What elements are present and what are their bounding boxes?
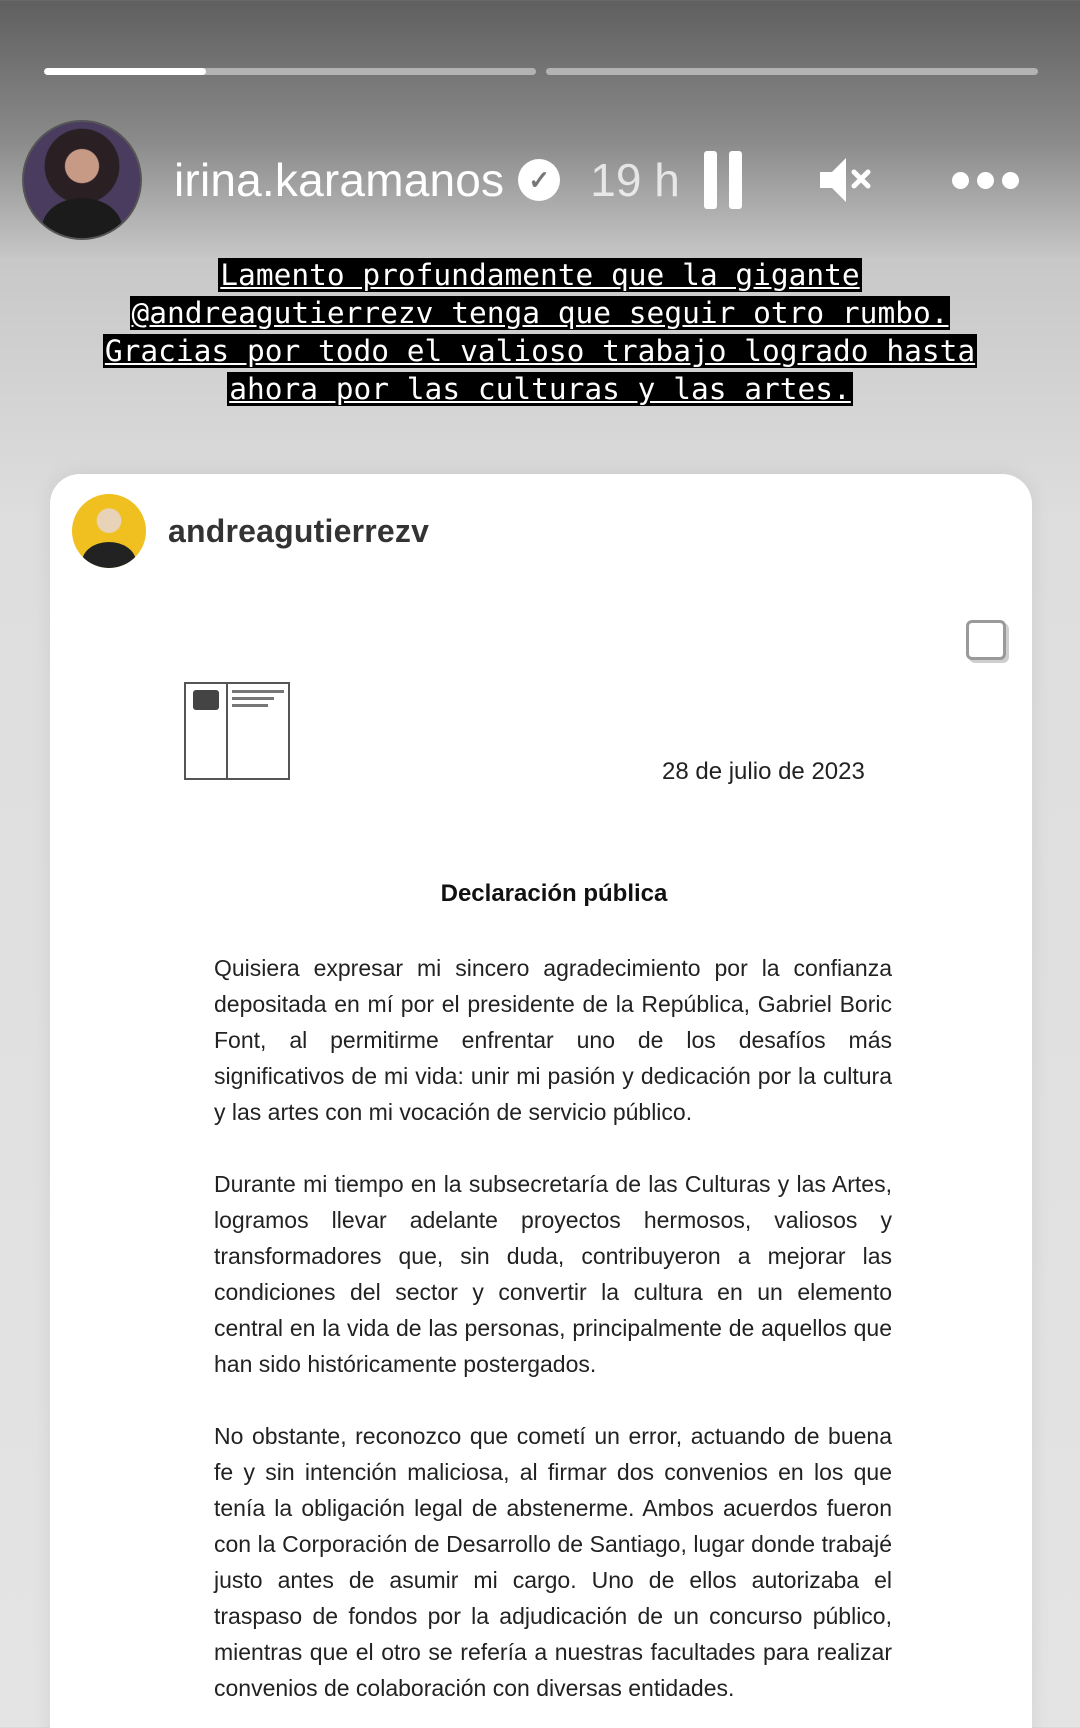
post-header[interactable]	[72, 494, 429, 568]
story-progress	[44, 68, 1038, 75]
progress-segment-2	[546, 68, 1038, 75]
story-timestamp: 19 h	[590, 154, 680, 206]
caption-line	[0, 332, 1080, 370]
shared-post-card[interactable]	[50, 474, 1032, 1728]
document-paragraph: Quisiera expresar mi sincero agradecimiento por la confianza depositada en mí por el presidente de la República, Gabriel Boric Font, al permitirme enfrentar uno de los desafíos más significativos de mi vida: unir mi pasión y dedicación por la cultura y las artes con mi vocación de servicio público.	[214, 955, 892, 1125]
mute-button[interactable]	[814, 150, 874, 210]
pause-icon-bar	[729, 151, 742, 209]
document-body	[214, 950, 892, 1728]
logo-line	[232, 697, 274, 700]
crest-icon	[186, 684, 228, 778]
ministry-logo	[184, 682, 290, 780]
caption-text: ahora por las culturas y las artes.	[229, 372, 851, 406]
story-username[interactable]: irina.karamanos	[174, 154, 505, 206]
square-icon[interactable]	[966, 620, 1006, 660]
story-header	[22, 120, 1052, 240]
caption-line	[0, 370, 1080, 408]
pause-button[interactable]	[698, 150, 748, 210]
progress-fill-1	[44, 68, 206, 75]
caption-line	[0, 294, 1080, 332]
more-options-icon	[952, 172, 969, 189]
crest-shape	[193, 690, 219, 710]
document-title: Declaración pública	[440, 880, 668, 907]
caption-line	[0, 256, 1080, 294]
document-date: 28 de julio de 2023	[662, 758, 865, 785]
avatar[interactable]	[22, 120, 142, 240]
document-paragraph: Durante mi tiempo en la subsecretaría de las Culturas y las Artes, logramos llevar adelante proyectos hermosos, valiosos y transformadores que, sin duda, contribuyeron a mejorar las condiciones del sector y convertir la cultura en un elemento central en la vida de las personas, principalmente de aquellos que han sido históricamente postergados.	[214, 1171, 892, 1377]
avatar[interactable]	[72, 494, 146, 568]
logo-line	[232, 690, 284, 693]
caption-mention[interactable]: @andreagutierrezv tenga que seguir otro rumbo.	[131, 296, 949, 330]
post-username[interactable]: andreagutierrezv	[168, 512, 430, 549]
progress-segment-1	[44, 68, 536, 75]
caption-text: Lamento profundamente que la gigante	[220, 258, 860, 292]
story-caption	[0, 256, 1080, 408]
document-image	[50, 474, 1032, 1728]
document-paragraph: No obstante, reconozco que cometí un error, actuando de buena fe y sin intención maliciosa, al firmar dos convenios en los que tenía la obligación legal de abstenerme. Ambos acuerdos fueron con la Corporación de Desarrollo de Santiago, lugar donde trabajé justo antes de asumir mi cargo. Uno de ellos autorizaba el traspaso de fondos por la adjudicación de un concurso público, mientras que el otro se refería a nuestras facultades para realizar convenios de colaboración con diversas entidades.	[214, 1423, 892, 1701]
pause-icon	[704, 151, 717, 209]
verified-badge-icon: ✓	[518, 159, 560, 201]
dot	[1002, 172, 1019, 189]
more-options-button[interactable]	[946, 150, 1026, 210]
ministry-text-block	[228, 684, 288, 778]
muted-speaker-icon	[814, 150, 874, 210]
caption-text: Gracias por todo el valioso trabajo logrado hasta	[104, 334, 976, 368]
dot	[977, 172, 994, 189]
logo-line	[232, 704, 268, 707]
